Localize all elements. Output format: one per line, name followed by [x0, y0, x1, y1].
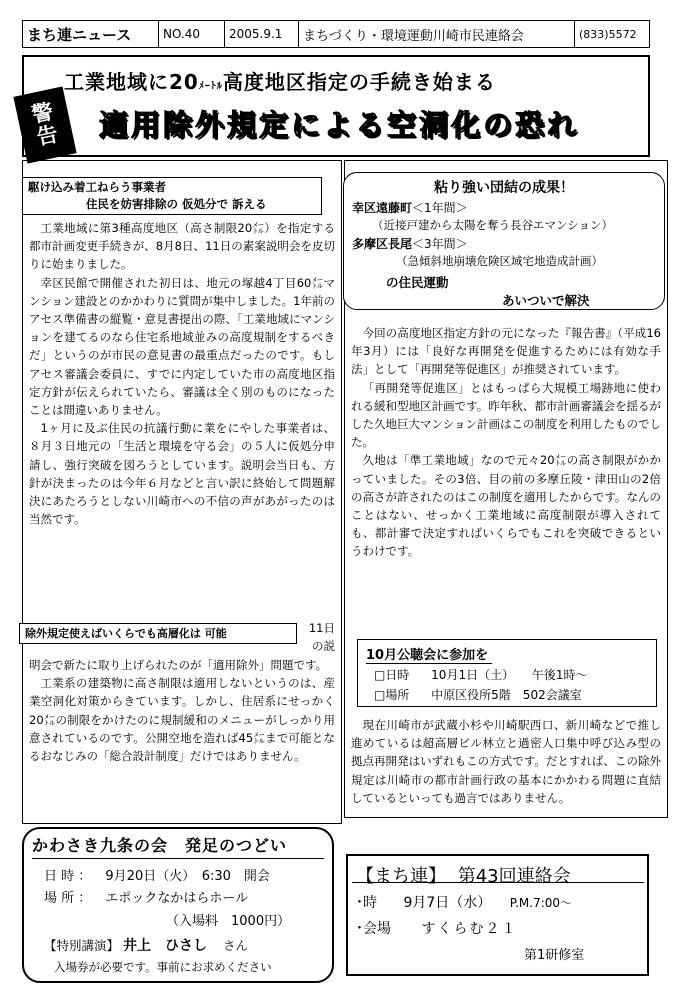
kyujo-date-label: 日 時 ： [44, 869, 92, 884]
hearing-place-row [374, 686, 582, 703]
case1-detail: （近接戸建から太陽を奪う長谷エマンション） [372, 218, 613, 232]
headline-line1 [64, 66, 496, 95]
left-paragraph-5: 工業系の建築物に高さ制限は適用しないというのは、産業空洞化対策からきています。しかし、住居系にせっかく20㍍の制限をかけたのに規制緩和のメニューがしっかり用意されているのです。公開空地を造れば45㍍まで可能となるおなじみの「総合設計制度」だけではありません。 [29, 676, 335, 764]
right-paragraph-1: 今回の高度地区指定方針の元になった『報告書』（平成16年3月）には「良好な再開発を促進するためには有効な手法」として「再開発等促進区」が推奨されています。 [351, 326, 661, 377]
kyujo-fee: （入場料 1000円） [166, 914, 291, 929]
machiren-time-label: ･時 [356, 895, 377, 911]
right-paragraph-2: 「再開発等促進区」とはもっぱら大規模工場跡地に使われる緩和型地区計画です。昨年秋、都市計画審議会を揺るがした久地巨大マンション計画はこの制度を利用したものでした。 [351, 380, 661, 450]
warning-badge-top: 警 [29, 99, 56, 128]
hearing-date-value: 10月1日（土） [431, 668, 515, 682]
kyujo-date-row [44, 865, 270, 884]
public-hearing-box [357, 639, 657, 707]
hearing-date-row [374, 666, 588, 683]
kyujo-ticket-note: 入場券が必要です。事前にお求めください [54, 960, 272, 974]
left-subhead-1-line2: 住民を妨害排除の 仮処分で 訴える [86, 197, 267, 211]
machiren-title-text: 第43回連絡会 [457, 866, 571, 887]
machiren-time-value: P.M.7:00～ [509, 896, 573, 910]
right-paragraph-3: 久地は「準工業地域」なので元々20㍍の高さ制限がかかっていました。その3倍、目の前の多摩丘陵・津田山の2倍の高さが許されたのはこの制度を適用したからです。なんのことはない、せっかく工業地域に高度制限が導入されても、都計審で決定すればいくらでもこれを突破できるというわけです。 [351, 453, 661, 559]
kyujo-place-value: エポックなかはらホール [105, 891, 249, 906]
kyujo-title: かわさき九条の会 発足のつどい [32, 833, 324, 859]
phone-number: (833)5572 [579, 27, 637, 41]
machiren-divider [352, 882, 644, 883]
resolved-text: あいついで解決 [502, 293, 590, 308]
headline-line1-a: 工業地域に20 [64, 70, 199, 94]
case2-detail: （急傾斜地崩壊危険区域宅地造成計画） [396, 254, 603, 268]
newsletter-name: まち連ニュース [23, 21, 159, 47]
left-paragraph-3: 1ヶ月に及ぶ住民の抗議行動に業をにやした事業者は、８月３日地元の「生活と環境を守る会」の５人に仮処分申請し、強行突破を図ろうとしています。説明会当日も、方針が決まったのは今年６月などと言い訳に終始して問題解決にあたろうとしない川崎市への不信の声があがったのは当然です。 [29, 421, 335, 527]
machiren-time-date: 9月7日（水） [403, 895, 492, 911]
hearing-title: 10月公聴会に参加を [366, 644, 492, 664]
left-paragraph-1: 工業地域に第3種高度地区（高さ制限20㍍）を指定する都市計画変更手続きが、8月8日、11日の素案説明会を皮切りに始まりました。 [29, 221, 335, 272]
machiren-title-bracket: 【まち連】 [356, 866, 446, 887]
warning-badge [13, 87, 76, 164]
machiren-place-row [356, 918, 517, 938]
left-subhead-1 [22, 177, 322, 215]
machiren-room: 第1研修室 [524, 948, 585, 963]
hearing-date-label: □日時 [374, 668, 410, 682]
headline-box [22, 55, 650, 157]
headline-unit: ﾒｰﾄﾙ [198, 81, 223, 92]
issue-number: NO.40 [159, 21, 225, 47]
left-column [22, 160, 342, 824]
machiren-place-value: すくらむ２１ [421, 921, 518, 937]
right-closing-paragraph: 現在川崎市が武蔵小杉や川崎駅西口、新川崎などで推し進めているは超高層ビル林立と過密人口集中呼び込み型の拠点再開発はいずれもこの方式です。だとすれば、この除外規定は川崎市の都市計画行政の基本にかかわる問題に直結しているといっても過言ではありません。 [351, 718, 661, 805]
solidarity-box [343, 172, 665, 310]
left-subhead-2: 除外規定使えばいくらでも高層化は 可能 [19, 623, 297, 644]
headline-line1-b: 高度地区指定の手続き始まる [222, 70, 496, 94]
kyujo-date-value: 9月20日（火） 6:30 開会 [105, 869, 270, 884]
case2-years: ＜3年間＞ [412, 237, 468, 251]
left-article-body [29, 219, 335, 528]
case2 [352, 235, 468, 252]
case2-label: 多摩区長尾 [352, 237, 413, 251]
hearing-place-value: 中原区役所5階 502会議室 [431, 688, 582, 702]
hearing-time-value: 午後1時～ [531, 668, 588, 682]
kyujo-place-row [44, 887, 248, 906]
hearing-place-label: □場所 [374, 688, 410, 702]
machiren-time-row [356, 892, 572, 912]
left-article-body-2 [29, 656, 335, 765]
kyujo-lecture-label: 【特別講演】 [44, 938, 120, 953]
masthead [22, 20, 650, 48]
headline-line2: 適用除外規定による空洞化の恐れ [99, 108, 580, 142]
machiren-meeting-box [346, 854, 649, 976]
organization-name: まちづくり・環境運動川崎市民連絡会 [299, 21, 575, 47]
left-paragraph-2: 幸区民館で開催された初日は、地元の塚越4丁目60㍍マンション建設とのかかわりに質問が集中しました。1年前のアセス準備書の縦覧・意見書提出の際、「工業地域にマンションを建てるのなら住宅系地域並みの高度規制をするべきだ」というのが市民の意見書の最重点だったのです。もしアセス審議会委員に、すでに内定していた市の高度地区指定方針が伝えられていたら、審議は全く別のものになったことは間違いありません。 [29, 275, 335, 418]
machiren-title [356, 862, 571, 888]
case1-label: 幸区遠藤町 [352, 201, 413, 215]
case1-years: ＜1年間＞ [412, 201, 468, 215]
warning-badge-bottom: 告 [34, 121, 61, 150]
kyujo-honorific: さん [222, 938, 248, 953]
machiren-place-label: ･会場 [356, 921, 391, 937]
left-paragraph-4-start: 11日の説 [308, 621, 335, 654]
movement-text: の住民運動 [386, 275, 449, 290]
solidarity-title: 粘り強い団結の成果！ [434, 180, 574, 196]
right-closing-body [351, 716, 661, 807]
left-subhead-1-line1: 駆け込み着工ねらう事業者 [28, 180, 166, 194]
kyujo-lecturer: 井上 ひさし [123, 938, 207, 954]
kyujo-lecture-row [44, 935, 248, 955]
issue-date: 2005.9.1 [225, 21, 299, 47]
right-article-body [351, 324, 661, 561]
kyujo-event-box [22, 827, 334, 983]
left-paragraph-4: 明会で新たに取り上げられたのが「適用除外」問題です。 [29, 658, 328, 672]
kyujo-place-label: 場 所 ： [44, 891, 92, 906]
case1 [352, 199, 468, 216]
